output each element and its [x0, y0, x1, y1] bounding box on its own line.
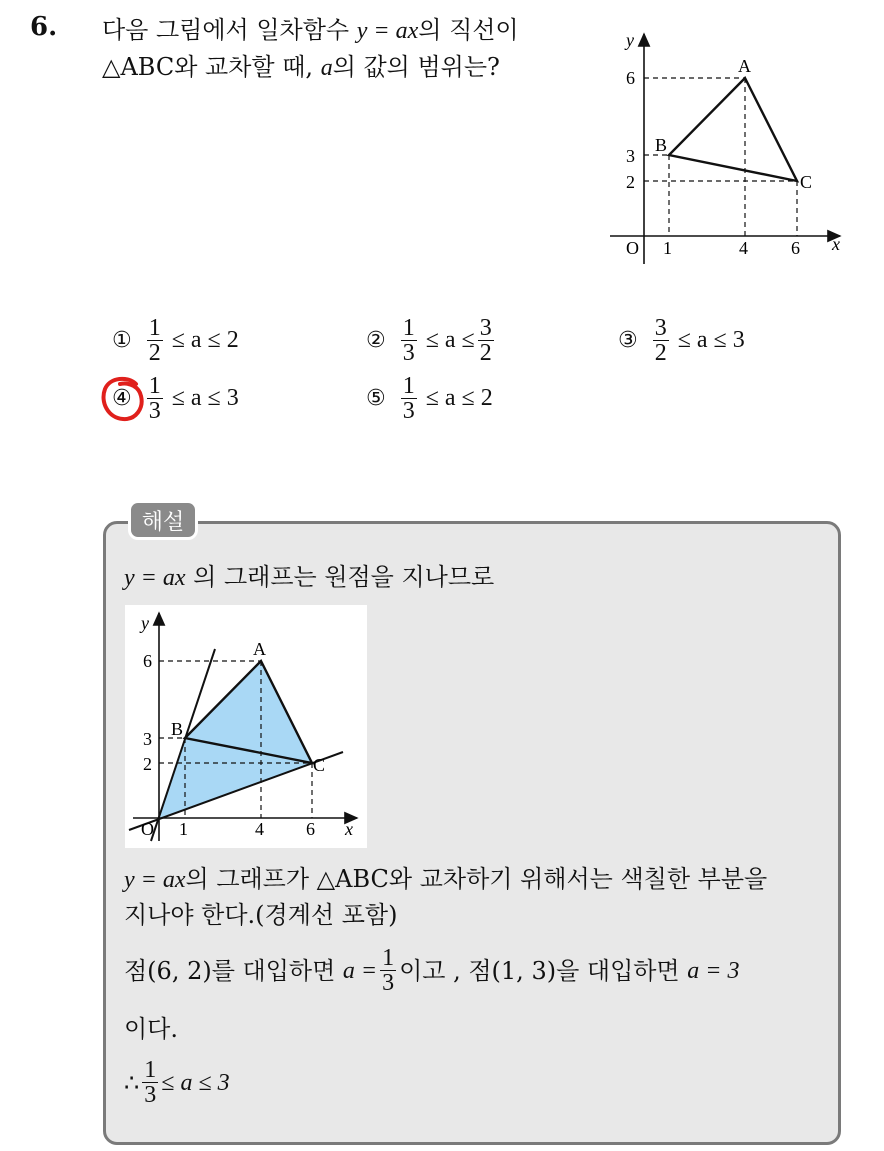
- question-line1-prefix: 다음 그림에서 일차함수: [102, 16, 350, 44]
- option-2-low: $\frac{1}{3}$: [402, 315, 415, 366]
- x-axis-label-2: x: [345, 819, 353, 839]
- option-3-high: 3: [732, 327, 745, 353]
- point-c-label-2: C: [313, 755, 326, 775]
- y-tick-2: 2: [626, 172, 635, 192]
- y-tick-6-2: 6: [143, 651, 152, 671]
- y-tick-3-2: 3: [143, 729, 152, 749]
- option-5-mark: ⑤: [366, 386, 386, 411]
- y-axis-label: y: [626, 30, 634, 50]
- question-line2-suffix: 의 값의 범위는?: [332, 53, 500, 81]
- y-axis-label-2: y: [141, 613, 149, 633]
- option-3-low: $\frac{3}{2}$: [654, 315, 667, 366]
- option-3[interactable]: [618, 316, 745, 365]
- x-tick-6-2: 6: [306, 819, 315, 839]
- question-figure: [600, 28, 860, 278]
- point-a-label-2: A: [253, 639, 266, 659]
- option-5-low: $\frac{1}{3}$: [402, 373, 415, 424]
- option-4-low: $\frac{1}{3}$: [148, 373, 161, 424]
- option-5[interactable]: [366, 374, 493, 423]
- solution-line-1: y = ax 의 그래프는 원점을 지나므로: [124, 563, 495, 591]
- x-tick-4-2: 4: [255, 819, 264, 839]
- solution-line-2: y = ax의 그래프가 △ABC와 교차하기 위해서는 색칠한 부분을: [124, 865, 768, 893]
- x-tick-1: 1: [663, 238, 672, 258]
- option-2-mid: ≤ a ≤: [425, 327, 475, 353]
- option-1-mid: ≤ a ≤: [171, 327, 221, 353]
- origin-label: O: [626, 238, 639, 258]
- question-text: [102, 12, 519, 86]
- solution-tag: 해설: [128, 500, 198, 540]
- point-c-label: C: [800, 172, 813, 192]
- selection-circle: [98, 374, 148, 426]
- option-1[interactable]: [112, 316, 239, 365]
- question-line2-prefix: △ABC와 교차할 때,: [102, 53, 314, 81]
- x-tick-4: 4: [739, 238, 748, 258]
- origin-label-2: O: [141, 819, 154, 839]
- question-line1-suffix: 의 직선이: [418, 16, 519, 44]
- x-tick-1-2: 1: [179, 819, 188, 839]
- solution-figure: [125, 605, 367, 848]
- option-5-high: 2: [480, 385, 493, 411]
- conclusion-fraction: $\frac{1}{3}$: [144, 1057, 157, 1108]
- option-4-mark: ④: [112, 386, 132, 411]
- question-number: 6.: [30, 12, 58, 42]
- option-2-high: $\frac{3}{2}$: [479, 315, 492, 366]
- x-tick-6: 6: [791, 238, 800, 258]
- option-3-mid: ≤ a ≤: [677, 327, 727, 353]
- point-b-label: B: [655, 135, 668, 155]
- y-tick-3: 3: [626, 146, 635, 166]
- option-1-high: 2: [226, 327, 239, 353]
- x-axis-label: x: [832, 234, 840, 254]
- option-2[interactable]: [366, 316, 497, 365]
- option-1-low: $\frac{1}{2}$: [148, 315, 161, 366]
- point-a-label: A: [738, 56, 751, 76]
- triangle-abc: [669, 78, 797, 181]
- option-4-high: 3: [226, 385, 239, 411]
- point-b-label-2: B: [171, 719, 184, 739]
- option-5-mid: ≤ a ≤: [425, 385, 475, 411]
- option-2-mark: ②: [366, 328, 386, 353]
- solution-line-5: 이다.: [124, 1015, 178, 1043]
- solution-line-3: 지나야 한다.(경계선 포함): [124, 901, 398, 929]
- question-equation: y = ax: [356, 18, 419, 44]
- solution-line-4: 점(6, 2)를 대입하면 a = $\frac{1}{3}$ 이고 , 점(1, 3)을 대입하면 a = 3: [124, 945, 740, 996]
- y-tick-2-2: 2: [143, 754, 152, 774]
- question-variable: a: [320, 55, 333, 81]
- option-1-mark: ①: [112, 328, 132, 353]
- solution-conclusion: ∴ $\frac{1}{3}$ ≤ a ≤ 3: [124, 1057, 230, 1108]
- y-tick-6: 6: [626, 68, 635, 88]
- solution-fraction: $\frac{1}{3}$: [382, 945, 395, 996]
- option-3-mark: ③: [618, 328, 638, 353]
- option-4-mid: ≤ a ≤: [171, 385, 221, 411]
